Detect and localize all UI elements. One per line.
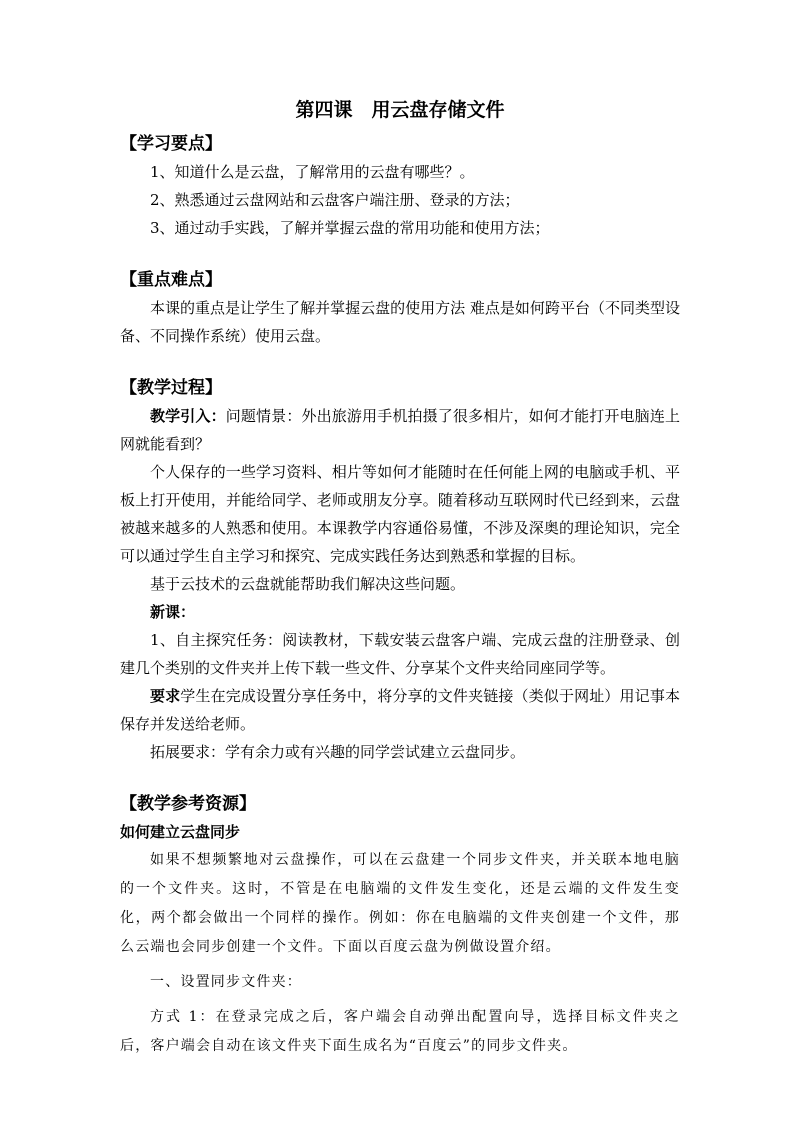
resources-sub-heading: 如何建立云盘同步 [120, 823, 241, 841]
section-gap [120, 350, 680, 374]
section-gap [120, 242, 680, 266]
section-heading-resources: 【教学参考资源】 [120, 794, 256, 814]
key-point-item: 1、知道什么是云盘，了解常用的云盘有哪些？。 [150, 163, 475, 181]
task-1: 1、自主探究任务：阅读教材，下载安装云盘客户端、完成云盘的注册登录、创建几个类别的文件夹并上传下载一些文件、分享某个文件夹给同座同学等。 [120, 631, 680, 677]
intro-paragraph [120, 402, 680, 458]
requirement-label: 要求 [150, 687, 181, 705]
resources-step-1: 一、设置同步文件夹： [150, 974, 302, 990]
process-paragraph-2: 基于云技术的云盘就能帮助我们解决这些问题。 [150, 575, 466, 593]
new-lesson-label: 新课： [150, 603, 196, 621]
section-heading-process: 【教学过程】 [120, 378, 222, 398]
section-resources [120, 790, 680, 1061]
resources-method-1: 方式 1：在登录完成之后，客户端会自动弹出配置向导，选择目标文件夹之后，客户端会自动在该文件夹下面生成名为“百度云”的同步文件夹。 [120, 1009, 680, 1054]
resources-paragraph-1: 如果不想频繁地对云盘操作，可以在云盘建一个同步文件夹，并关联本地电脑的一个文件夹。这时，不管是在电脑端的文件发生变化，还是云端的文件发生变化，两个都会做出一个同样的操作。例如：你在电脑端的文件夹创建一个文件，那么云端也会同步创建一个文件。下面以百度云盘为例做设置介绍。 [120, 852, 680, 955]
key-point-item: 2、熟悉通过云盘网站和云盘客户端注册、登录的方法； [150, 191, 520, 209]
section-gap [120, 766, 680, 790]
intro-label: 教学引入： [150, 407, 226, 425]
section-key-points [120, 130, 680, 242]
key-point-item: 3、通过动手实践，了解并掌握云盘的常用功能和使用方法； [150, 219, 550, 237]
document-title: 第四课 用云盘存储文件 [295, 99, 505, 121]
process-paragraph-1: 个人保存的一些学习资料、相片等如何才能随时在任何能上网的电脑或手机、平板上打开使用，并能给同学、老师或朋友分享。随着移动互联网时代已经到来，云盘被越来越多的人熟悉和使用。本课教学内容通俗易懂，不涉及深奥的理论知识，完全可以通过学生自主学习和探究、完成实践任务达到熟悉和掌握的目标。 [120, 463, 680, 565]
section-heading-difficulties: 【重点难点】 [120, 270, 222, 290]
requirement-text: 学生在完成设置分享任务中，将分享的文件夹链接（类似于网址）用记事本保存并发送给老师。 [120, 687, 680, 733]
section-process [120, 374, 680, 766]
intro-text: 问题情景：外出旅游用手机拍摄了很多相片，如何才能打开电脑连上网就能看到？ [120, 407, 680, 453]
extension-paragraph: 拓展要求：学有余力或有兴趣的同学尝试建立云盘同步。 [150, 743, 526, 761]
document-content [120, 96, 680, 1061]
section-heading-key-points: 【学习要点】 [120, 134, 222, 154]
requirement-paragraph [120, 682, 680, 738]
difficulties-text: 本课的重点是让学生了解并掌握云盘的使用方法 难点是如何跨平台（不同类型设备、不同操作系统）使用云盘。 [120, 299, 680, 345]
section-difficulties [120, 266, 680, 350]
